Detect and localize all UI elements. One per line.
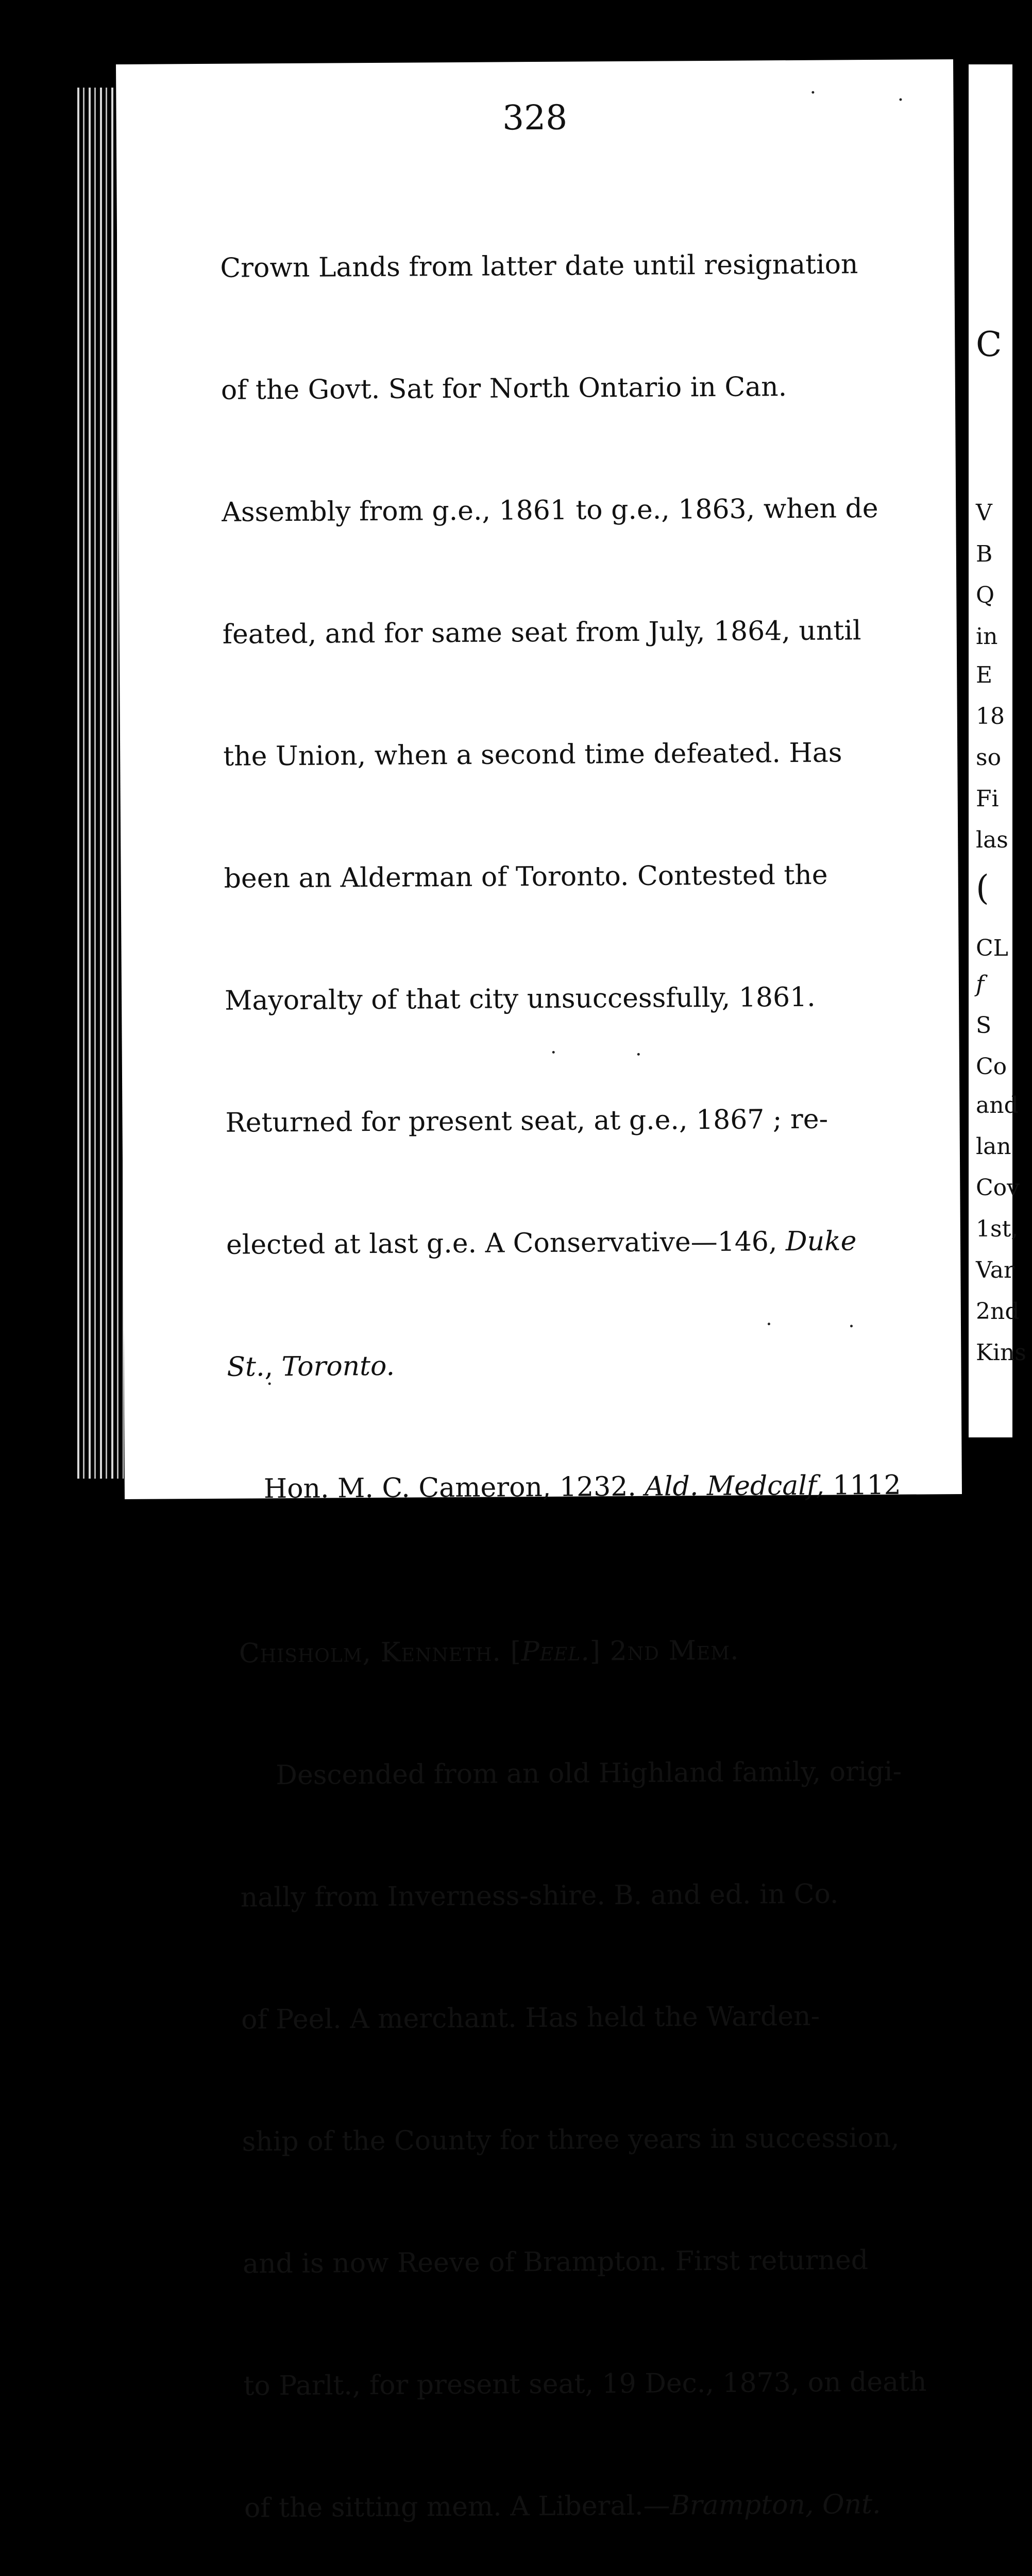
- fragment-text: 1st,: [976, 1216, 1019, 1242]
- fragment-text: (: [976, 868, 989, 908]
- text-line: and is now Reeve of Brampton. First returned: [242, 2245, 869, 2280]
- fragment-text: Q: [976, 582, 995, 608]
- text-span: ,: [264, 1351, 282, 1383]
- text-line: [226, 1221, 927, 1265]
- fragment-text: V: [976, 500, 992, 526]
- page-content: [219, 162, 941, 2576]
- address-italic: Toronto.: [281, 1350, 395, 1383]
- text-line: Descended from an old Highland family, origi-: [276, 1756, 902, 1791]
- text-span: elected at last g.e. A Conservative—146,: [226, 1226, 786, 1261]
- fragment-text: S: [976, 1012, 992, 1039]
- text-line: Returned for present seat, at g.e., 1867 ; re-: [225, 1104, 828, 1139]
- text-line: been an Alderman of Toronto. Contested the: [224, 859, 828, 894]
- opponent-italic: Ald. Medcalf,: [645, 1470, 825, 1502]
- paper-specks: [116, 59, 953, 64]
- text-line: the Union, when a second time defeated. Has: [223, 737, 842, 772]
- fragment-text: f: [976, 971, 985, 997]
- member-name: Chisholm, Kenneth.: [239, 1636, 502, 1669]
- text-line: Crown Lands from latter date until resignation: [220, 249, 858, 284]
- entry-body-chisholm: [229, 1670, 937, 2576]
- continuation-paragraph: [219, 162, 929, 1591]
- text-span: 1112: [824, 1469, 901, 1501]
- text-line: nally from Inverness-shire. B. and ed. in Co.: [240, 1878, 839, 1913]
- fragment-text: B: [976, 541, 993, 567]
- address-italic: Duke: [785, 1226, 857, 1258]
- fragment-text: and: [976, 1092, 1019, 1118]
- fragment-text: lan: [976, 1133, 1011, 1160]
- fragment-text: 2nd: [976, 1298, 1020, 1325]
- election-result-line: [228, 1465, 928, 1510]
- fragment-text: Fi: [976, 786, 999, 812]
- page-number: 328: [502, 97, 568, 138]
- fragment-text: E: [976, 662, 993, 688]
- address-italic: Brampton, Ont.: [670, 2489, 881, 2521]
- text-span: of the sitting mem. A Liberal.—: [244, 2490, 670, 2524]
- fragment-text: Co: [976, 1054, 1007, 1080]
- text-line: of the Govt. Sat for North Ontario in Can.: [221, 371, 787, 406]
- fragment-text: C: [976, 325, 1002, 364]
- fragment-text: CL: [976, 935, 1008, 961]
- text-line: of Peel. A merchant. Has held the Warden-: [241, 2001, 820, 2036]
- fragment-text: las: [976, 827, 1008, 853]
- text-span: Hon. M. C. Cameron, 1232.: [263, 1471, 645, 1505]
- entry-heading-chisholm: Chisholm, Kenneth. [Peel.] 2nd Mem.: [239, 1635, 739, 1669]
- text-line: [227, 1343, 927, 1387]
- member-suffix: 2nd Mem.: [610, 1635, 739, 1667]
- text-line: [244, 2484, 935, 2529]
- fragment-text: Cov: [976, 1175, 1020, 1201]
- address-italic: St.: [227, 1351, 265, 1383]
- text-line: feated, and for same seat from July, 1864, until: [222, 615, 861, 650]
- text-line: ship of the County for three years in succession,: [242, 2122, 900, 2158]
- text-line: Mayoralty of that city unsuccessfully, 1861.: [224, 981, 816, 1016]
- adjacent-page-sliver: [969, 64, 1026, 1437]
- riding-name: Peel.: [521, 1636, 590, 1668]
- fragment-text: 18: [976, 703, 1005, 730]
- fragment-text: Var: [976, 1257, 1015, 1283]
- fragment-text: Kins: [976, 1340, 1026, 1366]
- book-page: [116, 59, 962, 2524]
- text-line: Assembly from g.e., 1861 to g.e., 1863, when de: [222, 493, 878, 528]
- fragment-text: in: [976, 623, 998, 650]
- book-binding-edge: [77, 88, 124, 1479]
- text-line: to Parlt., for present seat, 19 Dec., 1873, on death: [243, 2366, 927, 2402]
- fragment-text: so: [976, 744, 1002, 771]
